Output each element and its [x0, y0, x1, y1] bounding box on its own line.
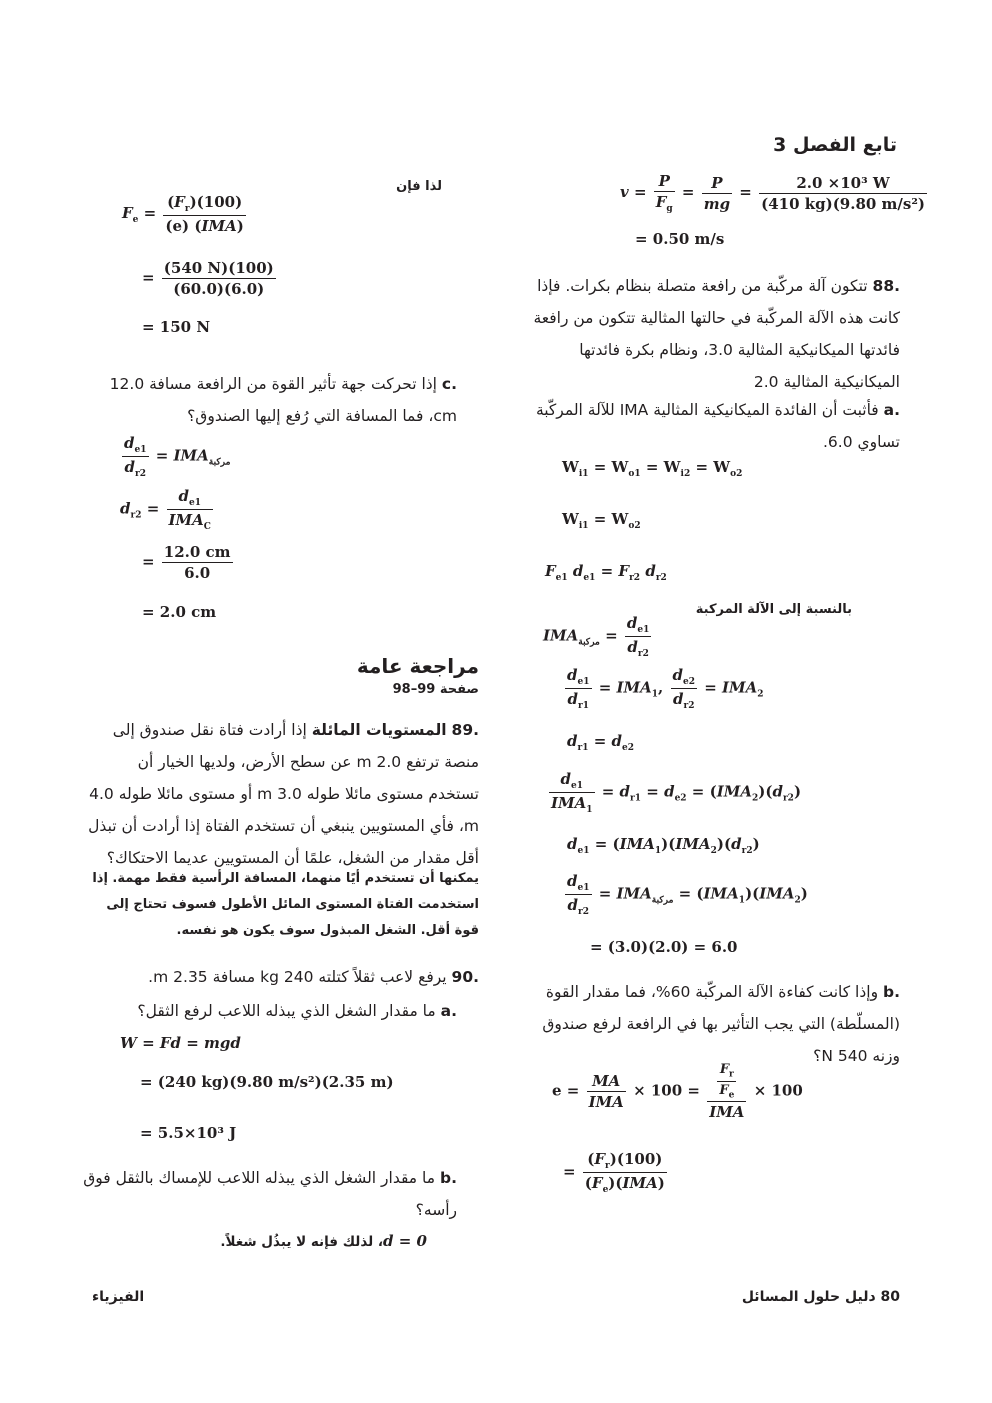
compound-machine-label: بالنسبة إلى الآلة المركبة [695, 602, 852, 617]
question-88a: .a فأثبت أن الفائدة الميكانيكية المثالية IMA للآلة المركّبة تساوي 6.0. [535, 401, 900, 451]
dr2-substitution: = $\frac{12.0 cm}{6.0}$ [142, 543, 231, 582]
ima-compound-equation: $IMA_{مركبة}$ = $\frac{d_{e1}}{d_{r2}}$ [543, 614, 650, 659]
efficiency-rearranged: = $\frac{(F_r)(100)}{(F_e)(IMA)}$ [563, 1150, 665, 1195]
therefore-label: لذا فإن [396, 179, 442, 194]
de1-equation: $d_{e1} = (IMA_1)(IMA_2)(d_{r2})$ [567, 835, 760, 856]
dr2-result: = 2.0 cm [142, 603, 217, 621]
distance-equality: $d_{r1} = d_{e2}$ [567, 732, 635, 753]
question-90: .90 يرفع لاعب ثقلاً كتلته 240 kg مسافة 2.35 m. [148, 968, 479, 986]
efficiency-equation: e = $\frac{MA}{\text{IMA}}$ × 100 = $\frac{\frac{F_r}{F_e}}{\text{IMA}}$ × 100 [552, 1062, 803, 1122]
ima-product-equation: $\frac{d_{e1}}{d_{r2}}$ = $IMA_{مركبة} = (IMA_1)(IMA_2)$ [567, 872, 808, 917]
fe-result: = 150 N [142, 318, 211, 336]
question-88b: .b وإذا كانت كفاءة الآلة المركّبة 60%، فما مقدار القوة (المسلّطة) التي يجب التأثير بها في الرافعة لرفع صندوق وزنه 540 N؟ [542, 983, 900, 1065]
work-equality-1: $W_{i1} = W_{o1} = W_{i2} = W_{o2}$ [562, 458, 743, 479]
velocity-equation: v = $\frac{P}{F_g}$ = $\frac{P}{mg}$ = $\frac{\text{2.0 ×10³ W}}{\text{(410 kg)(9.80 m/s²)}}$ [620, 172, 926, 214]
ima-compound-ratio: $\frac{d_{e1}}{d_{r2}}$ = $IMA_{مركبة}$ [124, 434, 231, 479]
review-title: مراجعة عامة [356, 654, 479, 678]
review-pages: صفحة 99–98 [392, 682, 479, 697]
force-distance-equation: $F_{e1}$ $d_{e1} = F_{r2}$ $d_{r2}$ [545, 562, 667, 583]
answer-90b: d = 0، لذلك فإنه لا يبذُل شغلاً. [220, 1232, 427, 1250]
work-formula: W = Fd = mgd [120, 1034, 241, 1052]
answer-89: يمكنها أن تستخدم أيًا منهما، المسافة الرأسية فقط مهمة. إذا استخدمت الفتاة المستوى المائل الأطول فسوف تحتاج إلى قوة أقل. الشغل المبذول سوف يكون هو نفسه. [92, 871, 479, 938]
question-90a: .a ما مقدار الشغل الذي يبذله اللاعب لرفع الثقل؟ [137, 1002, 457, 1020]
work-substitution: = (240 kg)(9.80 m/s²)(2.35 m) [140, 1073, 394, 1091]
fe-substitution: = $\frac{(540 N)(100)}{(60.0)(6.0)}$ [142, 259, 274, 298]
ima-ratio-equation: $\frac{d_{e1}}{d_{r1}}$ = $IMA_1$, $\frac{d_{e2}}{d_{r2}}$ = $IMA_2$ [567, 666, 764, 711]
question-90b: .b ما مقدار الشغل الذي يبذله اللاعب للإمساك بالثقل فوق رأسه؟ [83, 1169, 457, 1219]
work-equality-2: $W_{i1} = W_{o2}$ [562, 510, 641, 531]
footer-book-title: الفيزياء [92, 1289, 145, 1305]
ima-result: = (3.0)(2.0) = 6.0 [590, 938, 738, 956]
question-88: .88 تتكون آلة مركّبة من رافعة متصلة بنظام بكرات. فإذا كانت هذه الآلة المركّبة في حالتها المثالية تتكون من رافعة فائدتها الميكانيكية المثالية 3.0، ونظام بكرة فائدتها الميكانيكية المثالية 2.0 [533, 277, 900, 391]
dr2-equation: $d_{r2}$ = $\frac{d_{e1}}{IMA_C}$ [120, 487, 211, 532]
question-89: .89 المستويات المائلة إذا أرادت فتاة نقل صندوق إلى منصة ترتفع 2.0 m عن سطح الأرض، ولديها الخيار أن تستخدم مستوى مائلا طوله 3.0 m أو مستوى مائلا طوله 4.0 m، فأي المستويين ينبغي أن تستخدم الفتاة إذا أرادت أن تبذل أقل مقدار من الشغل، علمًا أن المستويين عديما الاحتكاك؟ [88, 721, 479, 867]
velocity-result: = 0.50 m/s [635, 230, 725, 248]
work-result: = 5.5×10³ J [140, 1124, 237, 1142]
footer-page-label: 80 دليل حلول المسائل [741, 1289, 900, 1305]
fe-equation: $F_e$ = $\frac{(F_r)(100)}{\text{(e) (IMA)}}$ [122, 193, 244, 235]
question-88c: .c إذا تحركت جهة تأثير القوة من الرافعة مسافة 12.0 cm، فما المسافة التي رُفع إليها الصندوق؟ [109, 375, 457, 425]
ima1-equation: $\frac{d_{e1}}{IMA_1}$ = $d_{r1} = d_{e2} = (IMA_2)(d_{r2})$ [551, 770, 802, 815]
chapter-continued-title: تابع الفصل 3 [773, 134, 897, 156]
